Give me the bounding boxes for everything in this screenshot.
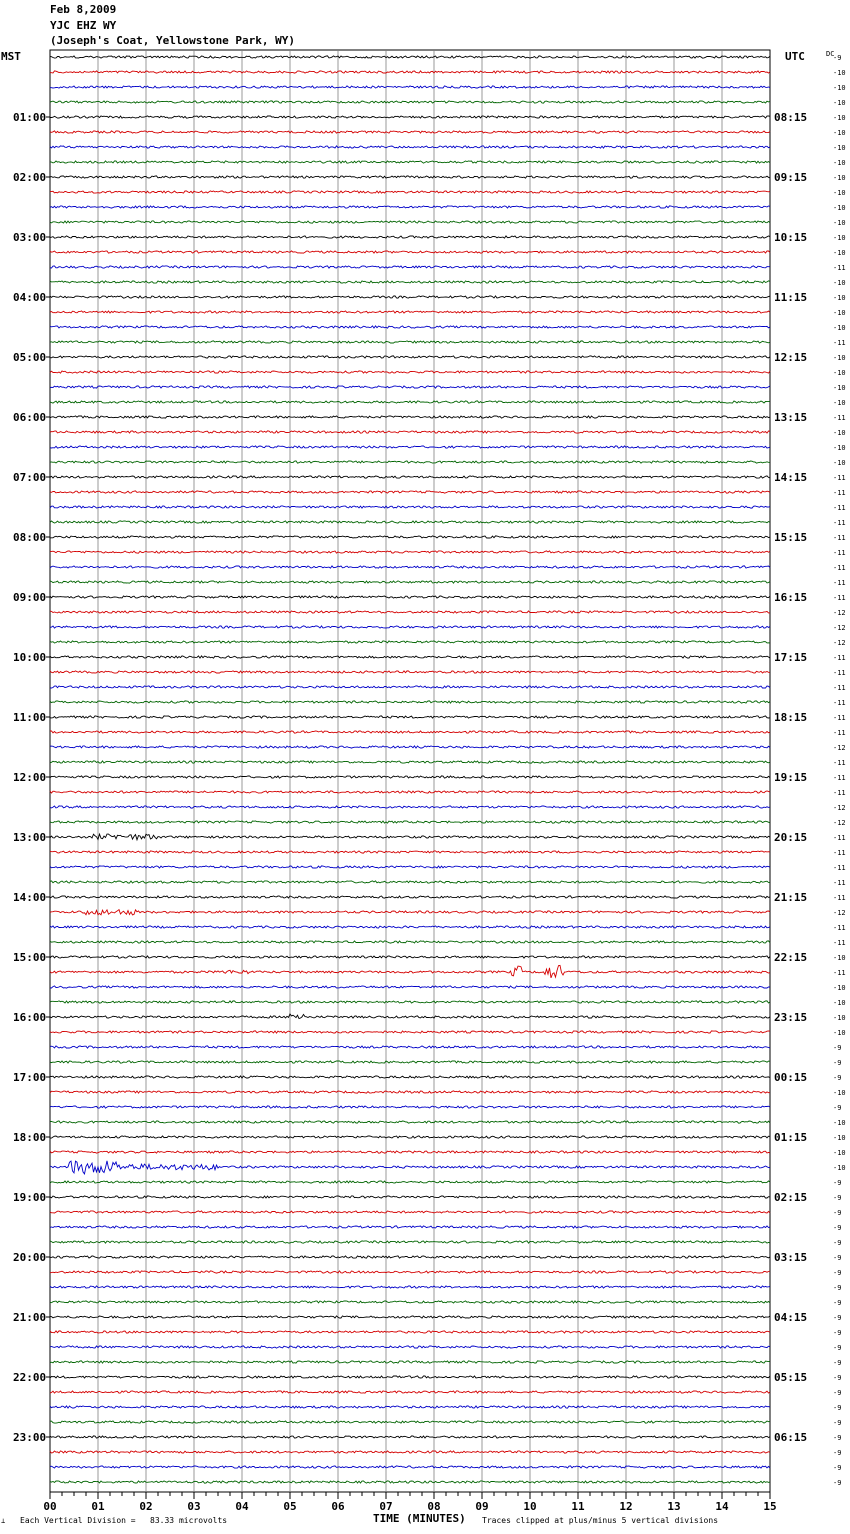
utc-hour-label: 11:15: [774, 291, 808, 304]
dc-offset-label: -10: [833, 189, 846, 197]
dc-offset-label: -9: [833, 1464, 842, 1472]
mst-hour-label: 07:00: [13, 471, 47, 484]
x-tick-label: 04: [235, 1500, 249, 1513]
dc-offset-label: -11: [833, 834, 846, 842]
dc-offset-label: -12: [833, 819, 846, 827]
dc-offset-label: -10: [833, 84, 846, 92]
x-tick-label: 10: [523, 1500, 537, 1513]
dc-offset-label: -10: [833, 459, 846, 467]
dc-offset-label: -10: [833, 444, 846, 452]
dc-offset-label: -10: [833, 999, 846, 1007]
mst-hour-label: 23:00: [13, 1431, 47, 1444]
trace-line: [50, 86, 770, 88]
dc-offset-label: -11: [833, 939, 846, 947]
x-axis-title: TIME (MINUTES): [373, 1512, 466, 1525]
trace-line: [50, 1361, 770, 1363]
mst-hour-label: 19:00: [13, 1191, 47, 1204]
dc-offset-label: -9: [833, 1254, 842, 1262]
trace-line: [50, 101, 770, 103]
mst-hour-label: 21:00: [13, 1311, 47, 1324]
trace-line: [50, 1406, 770, 1408]
dc-offset-label: -10: [833, 1164, 846, 1172]
trace-line: [50, 641, 770, 643]
dc-offset-label: -11: [833, 549, 846, 557]
utc-hour-label: 13:15: [774, 411, 808, 424]
trace-line: [50, 1241, 770, 1243]
dc-offset-label: -10: [833, 99, 846, 107]
trace-line: [50, 236, 770, 238]
trace-line: [50, 461, 770, 463]
utc-hour-label: 23:15: [774, 1011, 808, 1024]
plot-frame: [50, 50, 770, 1492]
trace-line: [50, 521, 770, 523]
mst-hour-label: 13:00: [13, 831, 47, 844]
utc-hour-label: 17:15: [774, 651, 808, 664]
mst-hour-label: 06:00: [13, 411, 47, 424]
dc-offset-label: -11: [833, 564, 846, 572]
dc-offset-label: -9: [833, 1209, 842, 1217]
utc-hour-label: 05:15: [774, 1371, 808, 1384]
trace-line: [50, 1331, 770, 1333]
trace-line: [50, 731, 770, 733]
dc-offset-label: -12: [833, 804, 846, 812]
x-tick-label: 14: [715, 1500, 729, 1513]
dc-offset-label: -11: [833, 789, 846, 797]
mst-hour-label: 09:00: [13, 591, 47, 604]
trace-line: [50, 956, 770, 958]
dc-offset-label: -11: [833, 969, 846, 977]
trace-line: [50, 161, 770, 163]
trace-line: [50, 1046, 770, 1048]
dc-offset-label: -11: [833, 849, 846, 857]
trace-line: [50, 791, 770, 793]
x-tick-label: 01: [91, 1500, 105, 1513]
trace-line: [50, 1421, 770, 1423]
mst-hour-label: 20:00: [13, 1251, 47, 1264]
dc-offset-label: -9: [833, 1359, 842, 1367]
dc-offset-label: -10: [833, 309, 846, 317]
dc-offset-label: -10: [833, 294, 846, 302]
trace-line: [50, 1256, 770, 1258]
dc-offset-label: -11: [833, 519, 846, 527]
dc-offset-label: -10: [833, 174, 846, 182]
dc-offset-label: -10: [833, 954, 846, 962]
dc-offset-label: -10: [833, 1014, 846, 1022]
trace-line: [50, 776, 770, 778]
trace-line: [50, 476, 770, 478]
dc-offset-label: -10: [833, 324, 846, 332]
utc-hour-label: 04:15: [774, 1311, 808, 1324]
dc-offset-label: -9: [833, 1329, 842, 1337]
x-tick-label: 06: [331, 1500, 345, 1513]
dc-offset-label: -11: [833, 504, 846, 512]
trace-line: [50, 581, 770, 583]
trace-line: [50, 686, 770, 688]
trace-line: [50, 866, 770, 868]
trace-line: [50, 71, 770, 73]
utc-hour-label: 14:15: [774, 471, 808, 484]
mst-hour-label: 04:00: [13, 291, 47, 304]
trace-line: [50, 851, 770, 853]
trace-line: [50, 1014, 770, 1019]
trace-line: [50, 1031, 770, 1033]
trace-line: [50, 761, 770, 763]
mst-hour-label: 18:00: [13, 1131, 47, 1144]
mst-hour-label: 16:00: [13, 1011, 47, 1024]
trace-line: [50, 206, 770, 208]
trace-line: [50, 191, 770, 193]
dc-offset-label: -11: [833, 894, 846, 902]
dc-offset-label: -10: [833, 399, 846, 407]
dc-offset-label: -10: [833, 159, 846, 167]
trace-line: [50, 1121, 770, 1123]
dc-offset-label: -11: [833, 579, 846, 587]
dc-offset-label: -10: [833, 114, 846, 122]
trace-line: [50, 1451, 770, 1453]
dc-offset-label: -10: [833, 1029, 846, 1037]
dc-offset-label: -12: [833, 609, 846, 617]
trace-line: [50, 1151, 770, 1153]
utc-hour-label: 21:15: [774, 891, 808, 904]
dc-offset-label: -11: [833, 729, 846, 737]
trace-line: [50, 926, 770, 928]
trace-line: [50, 1466, 770, 1468]
station-code: YJC EHZ WY: [50, 19, 117, 32]
trace-line: [50, 1181, 770, 1183]
trace-line: [50, 1001, 770, 1003]
dc-offset-label: -10: [833, 144, 846, 152]
trace-line: [50, 281, 770, 283]
trace-line: [50, 146, 770, 148]
trace-line: [50, 116, 770, 118]
x-tick-label: 11: [571, 1500, 585, 1513]
mst-hour-label: 15:00: [13, 951, 47, 964]
utc-hour-label: 02:15: [774, 1191, 808, 1204]
clip-text: Traces clipped at plus/minus 5 vertical divisions: [482, 1516, 719, 1525]
mst-hour-label: 02:00: [13, 171, 47, 184]
x-tick-label: 08: [427, 1500, 441, 1513]
x-tick-label: 02: [139, 1500, 153, 1513]
mst-hour-label: 22:00: [13, 1371, 47, 1384]
utc-hour-label: 19:15: [774, 771, 808, 784]
trace-line: [50, 656, 770, 658]
trace-line: [50, 176, 770, 178]
trace-line: [50, 1301, 770, 1303]
trace-line: [50, 491, 770, 493]
trace-line: [50, 356, 770, 358]
trace-line: [50, 1436, 770, 1438]
station-location: (Joseph's Coat, Yellowstone Park, WY): [50, 34, 296, 47]
plot-date: Feb 8,2009: [50, 3, 117, 16]
dc-offset-label: -11: [833, 594, 846, 602]
dc-offset-label: -10: [833, 219, 846, 227]
dc-offset-label: -12: [833, 909, 846, 917]
trace-line: [50, 701, 770, 703]
dc-offset-label: -11: [833, 414, 846, 422]
mst-hour-label: 01:00: [13, 111, 47, 124]
trace-line: [50, 221, 770, 223]
scale-text: Each Vertical Division = 83.33 microvolts: [20, 1516, 228, 1525]
trace-line: [50, 446, 770, 448]
utc-hour-label: 15:15: [774, 531, 808, 544]
mst-hour-label: 03:00: [13, 231, 47, 244]
trace-line: [50, 806, 770, 808]
dc-offset-label: -9: [833, 1389, 842, 1397]
dc-offset-label: -10: [833, 354, 846, 362]
dc-offset-label: -11: [833, 774, 846, 782]
trace-line: [50, 1076, 770, 1078]
trace-line: [50, 611, 770, 613]
trace-line: [50, 596, 770, 598]
utc-hour-label: 01:15: [774, 1131, 808, 1144]
dc-offset-label: -10: [833, 129, 846, 137]
trace-line: [50, 551, 770, 553]
utc-hour-label: 10:15: [774, 231, 808, 244]
utc-hour-label: 18:15: [774, 711, 808, 724]
dc-offset-label: -11: [833, 489, 846, 497]
dc-offset-label: -9: [833, 1269, 842, 1277]
trace-line: [50, 834, 770, 840]
mst-hour-label: 14:00: [13, 891, 47, 904]
dc-offset-label: -10: [833, 279, 846, 287]
trace-line: [50, 1226, 770, 1228]
dc-offset-label: -10: [833, 249, 846, 257]
dc-offset-label: -9: [833, 1344, 842, 1352]
utc-hour-label: 06:15: [774, 1431, 808, 1444]
trace-line: [50, 626, 770, 628]
dc-offset-label: -10: [833, 384, 846, 392]
dc-offset-label: -9: [833, 1419, 842, 1427]
trace-line: [50, 566, 770, 568]
mst-label: MST: [1, 50, 21, 63]
dc-offset-label: -10: [833, 1149, 846, 1157]
dc-offset-label: -11: [833, 654, 846, 662]
trace-line: [50, 296, 770, 298]
x-tick-label: 13: [667, 1500, 681, 1513]
dc-offset-label: -12: [833, 744, 846, 752]
dc-offset-label: -9: [833, 1224, 842, 1232]
x-tick-label: 15: [763, 1500, 777, 1513]
trace-line: [50, 1161, 770, 1174]
trace-line: [50, 881, 770, 883]
dc-offset-label: -11: [833, 879, 846, 887]
trace-line: [50, 986, 770, 988]
x-tick-label: 00: [43, 1500, 57, 1513]
trace-line: [50, 1376, 770, 1378]
mst-hour-label: 05:00: [13, 351, 47, 364]
utc-hour-label: 03:15: [774, 1251, 808, 1264]
x-tick-label: 09: [475, 1500, 489, 1513]
trace-line: [50, 821, 770, 823]
dc-offset-label: -10: [833, 1119, 846, 1127]
trace-line: [50, 1211, 770, 1213]
trace-line: [50, 896, 770, 898]
dc-offset-label: -9: [833, 1179, 842, 1187]
dc-offset-label: -11: [833, 684, 846, 692]
dc-offset-label: -9: [833, 1404, 842, 1412]
dc-offset-label: -9: [833, 1059, 842, 1067]
x-tick-label: 03: [187, 1500, 201, 1513]
dc-offset-label: -12: [833, 639, 846, 647]
mst-hour-label: 12:00: [13, 771, 47, 784]
x-tick-label: 07: [379, 1500, 393, 1513]
dc-label: DC: [826, 50, 835, 58]
dc-offset-label: -11: [833, 699, 846, 707]
dc-offset-label: -10: [833, 69, 846, 77]
trace-line: [50, 910, 770, 915]
x-tick-label: 12: [619, 1500, 633, 1513]
dc-offset-label: -9: [833, 1479, 842, 1487]
dc-offset-label: -9: [833, 1044, 842, 1052]
dc-offset-label: -9: [833, 1104, 842, 1112]
trace-line: [50, 716, 770, 718]
trace-line: [50, 341, 770, 343]
dc-offset-label: -11: [833, 924, 846, 932]
trace-line: [50, 746, 770, 748]
trace-line: [50, 1136, 770, 1138]
utc-hour-label: 08:15: [774, 111, 808, 124]
dc-offset-label: -10: [833, 204, 846, 212]
trace-line: [50, 326, 770, 328]
trace-line: [50, 401, 770, 403]
dc-offset-label: -9: [833, 1449, 842, 1457]
dc-offset-label: -10: [833, 234, 846, 242]
dc-offset-label: -10: [833, 1134, 846, 1142]
trace-line: [50, 251, 770, 253]
dc-offset-label: -9: [833, 1074, 842, 1082]
mst-hour-label: 08:00: [13, 531, 47, 544]
utc-hour-label: 20:15: [774, 831, 808, 844]
dc-offset-label: -9: [833, 1299, 842, 1307]
dc-offset-label: -9: [833, 1284, 842, 1292]
trace-line: [50, 1391, 770, 1393]
trace-line: [50, 1481, 770, 1483]
trace-line: [50, 671, 770, 673]
trace-line: [50, 386, 770, 388]
dc-offset-label: -10: [833, 1089, 846, 1097]
trace-line: [50, 131, 770, 133]
dc-offset-label: -12: [833, 624, 846, 632]
trace-line: [50, 431, 770, 433]
trace-line: [50, 506, 770, 508]
dc-offset-label: -9: [833, 1374, 842, 1382]
dc-offset-label: -11: [833, 474, 846, 482]
trace-line: [50, 1196, 770, 1198]
utc-hour-label: 00:15: [774, 1071, 808, 1084]
trace-line: [50, 266, 770, 268]
trace-line: [50, 311, 770, 313]
mst-hour-label: 11:00: [13, 711, 47, 724]
dc-offset-label: -9: [833, 1194, 842, 1202]
utc-label: UTC: [785, 50, 805, 63]
dc-offset-label: -9: [833, 1314, 842, 1322]
trace-line: [50, 56, 770, 58]
trace-line: [50, 1271, 770, 1273]
trace-line: [50, 536, 770, 538]
trace-line: [50, 1106, 770, 1108]
dc-offset-label: -11: [833, 264, 846, 272]
trace-line: [50, 416, 770, 418]
dc-offset-label: -9: [833, 1434, 842, 1442]
dc-offset-label: -10: [833, 984, 846, 992]
dc-offset-label: -11: [833, 534, 846, 542]
dc-offset-label: -10: [833, 369, 846, 377]
dc-offset-label: -11: [833, 714, 846, 722]
x-tick-label: 05: [283, 1500, 297, 1513]
dc-offset-label: -11: [833, 864, 846, 872]
mst-hour-label: 10:00: [13, 651, 47, 664]
trace-line: [50, 1286, 770, 1288]
dc-offset-label: -10: [833, 429, 846, 437]
mst-hour-label: 17:00: [13, 1071, 47, 1084]
trace-line: [50, 1091, 770, 1093]
dc-offset-label: -9: [833, 1239, 842, 1247]
utc-hour-label: 12:15: [774, 351, 808, 364]
utc-hour-label: 22:15: [774, 951, 808, 964]
utc-hour-label: 16:15: [774, 591, 808, 604]
trace-line: [50, 1316, 770, 1318]
trace-line: [50, 965, 770, 978]
dc-offset-label: -9: [833, 54, 842, 62]
trace-line: [50, 1061, 770, 1063]
utc-hour-label: 09:15: [774, 171, 808, 184]
dc-offset-label: -11: [833, 669, 846, 677]
trace-line: [50, 1346, 770, 1348]
dc-offset-label: -11: [833, 339, 846, 347]
trace-line: [50, 371, 770, 373]
dc-offset-label: -11: [833, 759, 846, 767]
trace-line: [50, 941, 770, 943]
scale-mark-icon: ⟂: [1, 1517, 6, 1525]
